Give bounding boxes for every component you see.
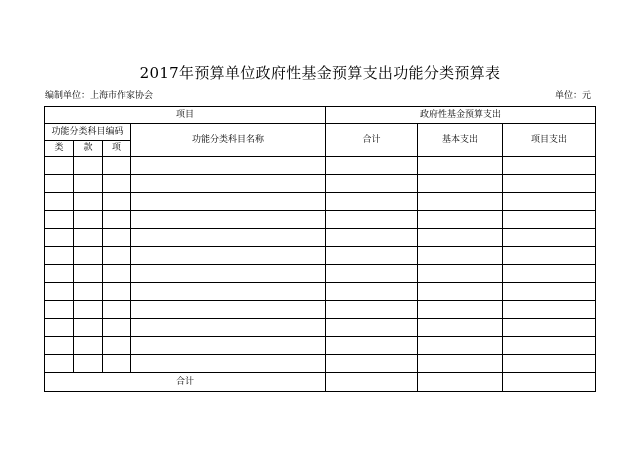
header-project: 项目 — [45, 107, 326, 124]
table-row — [45, 157, 596, 175]
compiling-unit: 编制单位：上海市作家协会 — [45, 91, 154, 101]
total-row-label: 合计 — [45, 373, 326, 392]
table-row — [45, 175, 596, 193]
currency-unit: 单位：元 — [555, 91, 592, 101]
header-total: 合计 — [326, 124, 418, 157]
table-row — [45, 355, 596, 373]
table-row — [45, 265, 596, 283]
table-row — [45, 319, 596, 337]
header-kuan: 款 — [74, 141, 103, 157]
budget-table — [44, 106, 596, 392]
header-project-expenditure: 项目支出 — [503, 124, 596, 157]
table-row — [45, 211, 596, 229]
header-row-2 — [45, 124, 596, 141]
header-basic-expenditure: 基本支出 — [418, 124, 503, 157]
header-row-1 — [45, 107, 596, 124]
table-row — [45, 229, 596, 247]
table-row — [45, 283, 596, 301]
total-amount-cell — [326, 373, 418, 392]
header-xiang: 项 — [103, 141, 131, 157]
header-function-code: 功能分类科目编码 — [45, 124, 131, 141]
table-row — [45, 337, 596, 355]
total-row — [45, 373, 596, 392]
table-row — [45, 301, 596, 319]
page-title: 2017年预算单位政府性基金预算支出功能分类预算表 — [139, 64, 501, 82]
header-lei: 类 — [45, 141, 74, 157]
table-row — [45, 193, 596, 211]
header-fund-expenditure: 政府性基金预算支出 — [326, 107, 596, 124]
table-row — [45, 247, 596, 265]
total-basic-cell — [418, 373, 503, 392]
header-function-name: 功能分类科目名称 — [131, 124, 326, 157]
total-project-cell — [503, 373, 596, 392]
